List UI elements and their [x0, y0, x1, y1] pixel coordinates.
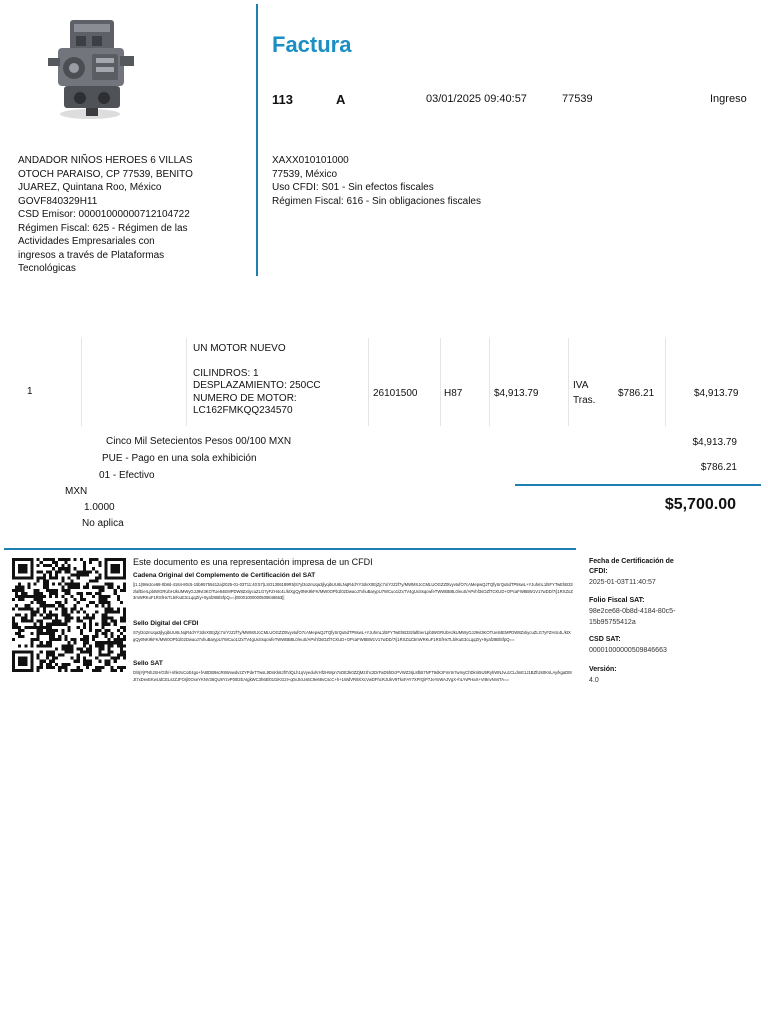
item-tax-type: Tras. — [573, 395, 596, 406]
certification-date-label: Fecha de Certificación de — [589, 558, 674, 565]
receiver-rfc: XAXX010101000 — [272, 155, 349, 166]
serie: A — [336, 92, 346, 107]
sat-seal-label: Sello SAT — [133, 660, 163, 667]
item-product-key: 26101500 — [373, 388, 418, 399]
payment-form: 01 - Efectivo — [99, 470, 155, 481]
total-value: $5,700.00 — [664, 496, 736, 513]
certification-info — [589, 557, 765, 686]
version-label: Versión: — [589, 666, 617, 673]
issuer-block — [18, 154, 198, 276]
sat-csd-label: CSD SAT: — [589, 636, 621, 643]
issuer-regime: Tecnológicas — [18, 263, 76, 274]
version: 4.0 — [589, 677, 599, 684]
subtotal-value: $4,913.79 — [692, 437, 737, 448]
section-divider — [4, 548, 576, 550]
table-divider — [665, 338, 666, 426]
table-divider — [440, 338, 441, 426]
receiver-cfdi-use: Uso CFDI: S01 - Sin efectos fiscales — [272, 182, 434, 193]
payment-method: PUE - Pago en una sola exhibición — [102, 453, 257, 464]
original-chain-text: ||1.1|98e2ce68-0b8d-4184-80c5-15b95755412a|2025-01-03T11:40:57|LSO1306189R5|S7yl3o2nUqa3jlyqibUU6LNqR4dYY3dvX0EjZjc7o/YzZzf7y/MWMXJcCMLUOGZZ0tvyvtufO7cAMepwQJTQfySrQu5dTP8swL+YJuhmL1l5FYTwEhB33zlafEierLpbtWGRUbHJkUMWyGJJ9vI3KOTUe84EMPDW8ZxtiycuZLG7yFZH4c4L/ktXgQy0NK9kFK/MW0OPb1l02DwaoJ7xhuBarypU7WCuo1/ZxTV4gUxSsqcwfeTWWBB8L0/euS/APvhf3sOZlTCKUD+OPcaFW8BW1V17wDD/7/j1RXZoZ3mWRKuF1RSfHxTL5/KuE3cLqqZry+8yafz8BlSfpQ==|00001000000509846663|| — [133, 582, 573, 601]
item-tax-name: IVA — [573, 380, 589, 391]
table-divider — [489, 338, 490, 426]
item-quantity: 1 — [27, 386, 33, 397]
engine-logo — [40, 14, 140, 126]
item-unit-price: $4,913.79 — [494, 388, 539, 399]
issuer-rfc: GOVF840329H11 — [18, 195, 98, 207]
sat-seal-text: D/8jYjPNhJSH/Gth/+nhktrxCoE4go+fA8tDB9scR8WvwdvzZYPdeTTwsL9DnKk8JfiTdQLh1qVyedulVHf2HWpn7xDE2k0ZZjMzzhc2DrFaD5hDcPVWZ3rjL8lb57NFT9dKzFmrtn7wmyChDkIir5U5RyhWNJvu1CLdmE1J1BZh2s0KsLAy/kgaDt8Jt7xDevEKwUdCELszZJFOrjl0OxeYKNV36QU8YzvP00tzEAtgkWC3h6El01GiKG2I+q0vJIcUs6C9e68vCscC+h+1WdVR8XXcVwDFhcRJUkV9TkxFAY7XPrQiP7JeYoWAJVgX+hLYvPHaX+Vr8nvNnsTA== — [133, 670, 572, 682]
receiver-block — [272, 154, 481, 208]
export-status: No aplica — [82, 518, 124, 529]
certification-date: 2025-01-03T11:40:57 — [589, 579, 656, 586]
table-divider — [81, 338, 82, 426]
fiscal-folio: 98e2ce68-0b8d-4184-80c5- — [589, 608, 676, 615]
item-amount: $4,913.79 — [694, 388, 739, 399]
issuer-line: ANDADOR NIÑOS HEROES 6 VILLAS — [18, 155, 193, 166]
description-line — [193, 356, 321, 368]
expedition-postal-code: 77539 — [562, 93, 593, 105]
description-line: DESPLAZAMIENTO: 250CC — [193, 380, 321, 391]
original-chain-label: Cadena Original del Complemento de Certificación del SAT — [133, 572, 316, 579]
fiscal-folio: 15b95755412a — [589, 619, 636, 626]
folio: 113 — [272, 92, 293, 107]
issuer-line: JUAREZ, Quintana Roo, México — [18, 182, 162, 193]
issuer-regime: ingresos a través de Plataformas — [18, 249, 165, 261]
item-tax-amount: $786.21 — [618, 388, 655, 399]
issuer-csd: CSD Emisor: 00001000000712104722 — [18, 209, 190, 220]
header-divider — [256, 4, 258, 276]
description-line: UN MOTOR NUEVO — [193, 343, 286, 354]
certification-date-label: CFDI: — [589, 568, 608, 575]
digital-seal-label: Sello Digital del CFDI — [133, 620, 199, 627]
sat-csd: 00001000000509846663 — [589, 647, 667, 654]
digital-seal-text: S7yl3o2nUqa3jlyqibUU6LNqR4dYY3dvX0EjZjc7o/YzZzf7y/MWMXJcCMLUOGZZ0tvyvtufO7cAMepwQJTQfySrQu5dTP8swL+YJuhmL1l5FYTwEhB33zlafEierLpbtWGRUbHJkUMWyGJJ9vI3KOTUe84EMPDW8ZxtiycuZLG7yFZH4c4L/ktXgQy0NK9kFK/MW0OPb1l02DwaoJ7xhuBarypU7WCuo1/ZxTV4gUxSsqcwfeTWWBB8L0/euS/APvhf3sOZlTCKUD+OPcaFW8BW1V17wDD/7/j1RXZoZ3mWRKuF1RSfHxTL5/KuE3cLqqZry+8yafz8BlSfpQ== — [133, 630, 571, 642]
table-divider — [568, 338, 569, 426]
item-unit-key: H87 — [444, 388, 463, 399]
description-line: CILINDROS: 1 — [193, 367, 259, 379]
exchange-rate: 1.0000 — [84, 502, 115, 513]
item-description — [193, 343, 321, 418]
issuer-regime: Actividades Empresariales con — [18, 236, 155, 247]
table-divider — [186, 338, 187, 426]
issue-datetime: 03/01/2025 09:40:57 — [426, 93, 527, 105]
issuer-line: OTOCH PARAISO, CP 77539, BENITO — [18, 168, 193, 180]
currency: MXN — [65, 486, 88, 497]
receiver-regime: Régimen Fiscal: 616 - Sin obligaciones fiscales — [272, 195, 481, 207]
description-line: LC162FMKQQ234570 — [193, 405, 293, 416]
document-title: Factura — [272, 32, 352, 57]
table-divider — [368, 338, 369, 426]
qr-code-icon — [12, 558, 126, 672]
amount-in-words: Cinco Mil Setecientos Pesos 00/100 MXN — [106, 436, 292, 447]
fiscal-folio-label: Folio Fiscal SAT: — [589, 597, 645, 604]
stamp-header: Este documento es una representación impresa de un CFDI — [133, 557, 373, 567]
description-line: NUMERO DE MOTOR: — [193, 392, 297, 404]
voucher-type: Ingreso — [710, 93, 747, 105]
tax-value: $786.21 — [700, 462, 737, 473]
receiver-address: 77539, México — [272, 168, 338, 180]
total-divider — [515, 484, 761, 486]
issuer-regime: Régimen Fiscal: 625 - Régimen de las — [18, 222, 188, 234]
